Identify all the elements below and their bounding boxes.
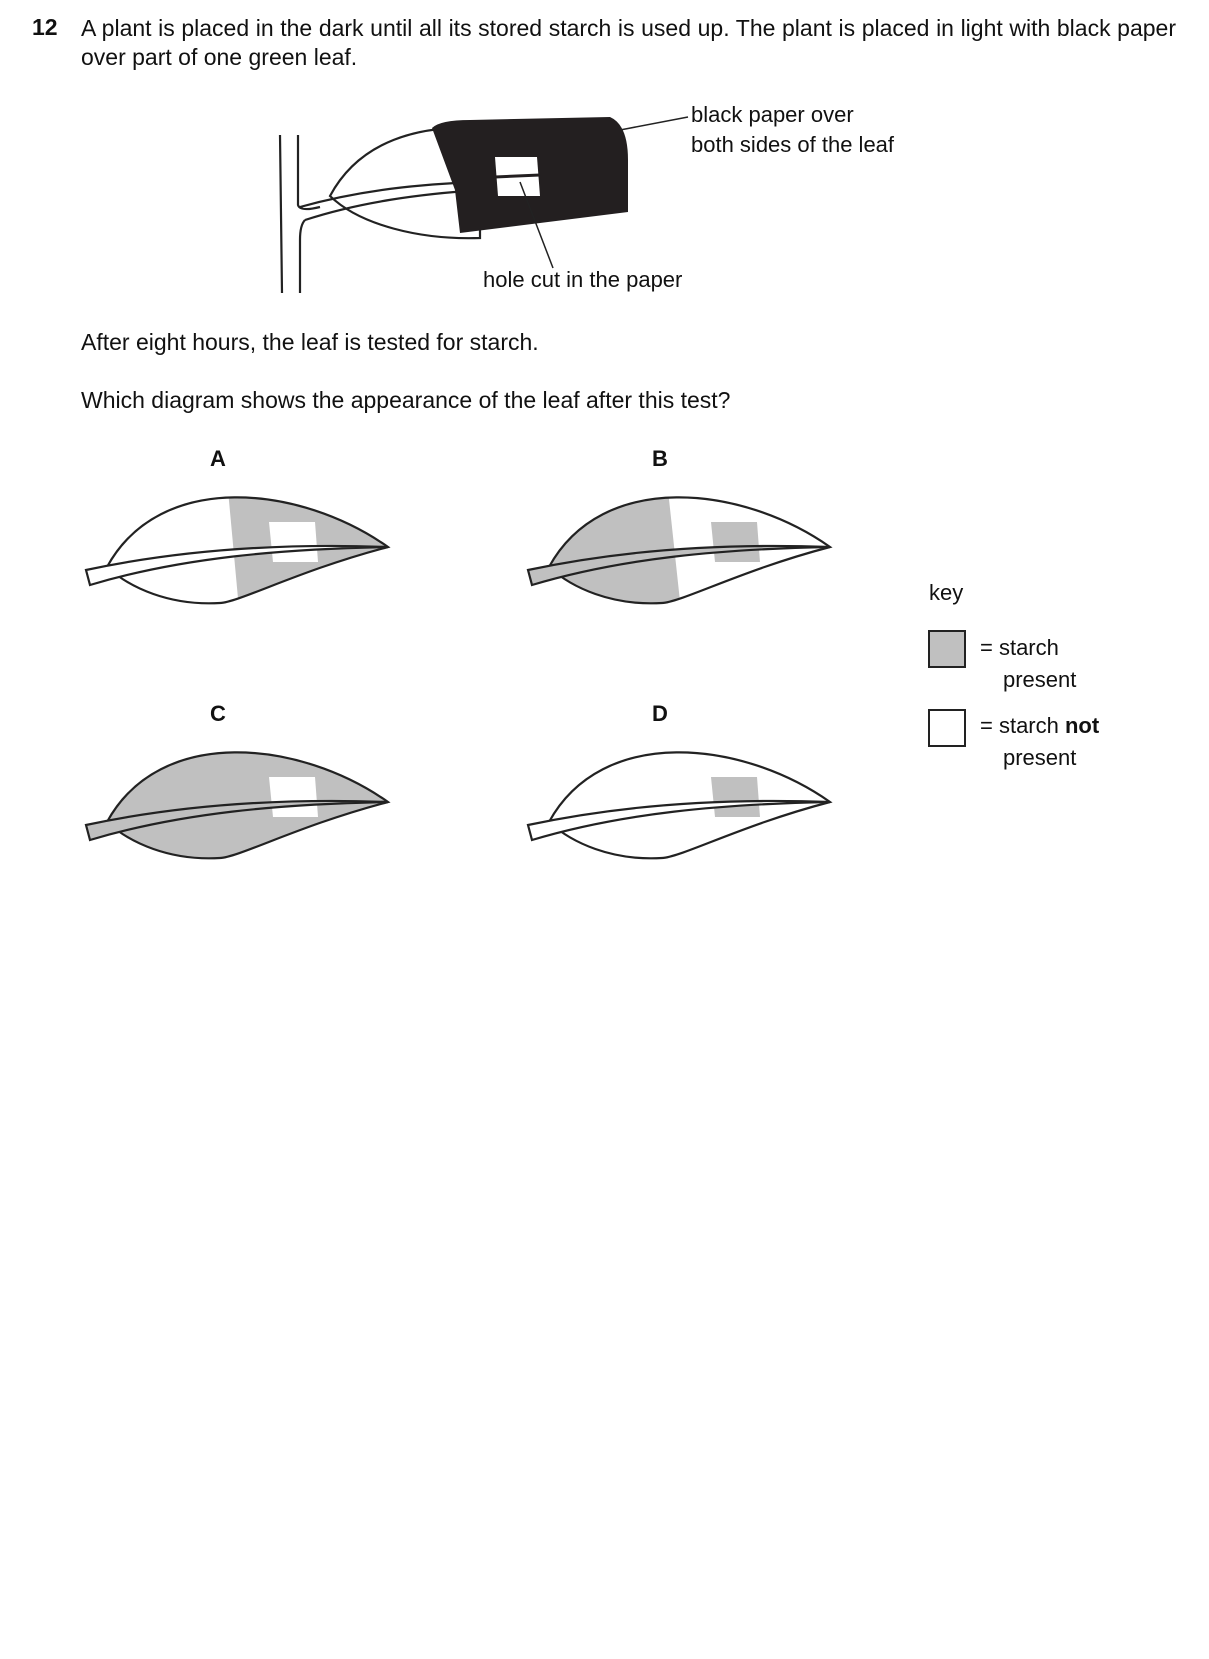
leaf-option-d[interactable] [528, 752, 830, 858]
plant-stem [280, 135, 320, 293]
question-prompt: Which diagram shows the appearance of the leaf after this test? [81, 387, 731, 413]
question-stem: A plant is placed in the dark until all its stored starch is used up. The plant is placed in light with black paper over part of one green leaf. [81, 15, 1176, 70]
leaf-option-b[interactable] [528, 490, 830, 620]
key-swatch-starch-present [928, 630, 966, 668]
starch-patch [711, 777, 760, 817]
starch-region [90, 720, 400, 870]
key-present-line2: present [1003, 667, 1077, 692]
key-present-line1: = starch [980, 635, 1059, 660]
no-starch-patch [269, 522, 318, 562]
key-title: key [929, 580, 964, 605]
no-starch-patch [269, 777, 318, 817]
option-c-label[interactable]: C [210, 701, 226, 726]
question-number: 12 [32, 14, 58, 40]
key-not-present-line2: present [1003, 745, 1077, 770]
paper-label-line2: both sides of the leaf [691, 132, 895, 157]
key-not-present-line1 [980, 710, 1099, 742]
option-d-label[interactable]: D [652, 701, 668, 726]
key-swatch-starch-not-present [928, 709, 966, 747]
key-not-present-prefix: = starch [980, 713, 1065, 738]
key-not-present-bold: not [1064, 713, 1100, 738]
paper-leader-line [620, 117, 688, 130]
key-starch-not-present [980, 710, 1099, 774]
paper-hole-midrib [495, 175, 540, 177]
after-text: After eight hours, the leaf is tested for starch. [81, 329, 539, 355]
starch-patch [711, 522, 760, 562]
option-a-label[interactable]: A [210, 446, 226, 471]
petiole [528, 801, 830, 840]
key-starch-present [980, 632, 1076, 696]
paper-label-line1: black paper over [691, 102, 854, 127]
leaf-option-a[interactable] [86, 490, 400, 620]
paper-label [691, 100, 894, 160]
hole-label: hole cut in the paper [483, 267, 683, 292]
option-b-label[interactable]: B [652, 446, 668, 471]
leaf-option-c[interactable] [86, 720, 400, 870]
